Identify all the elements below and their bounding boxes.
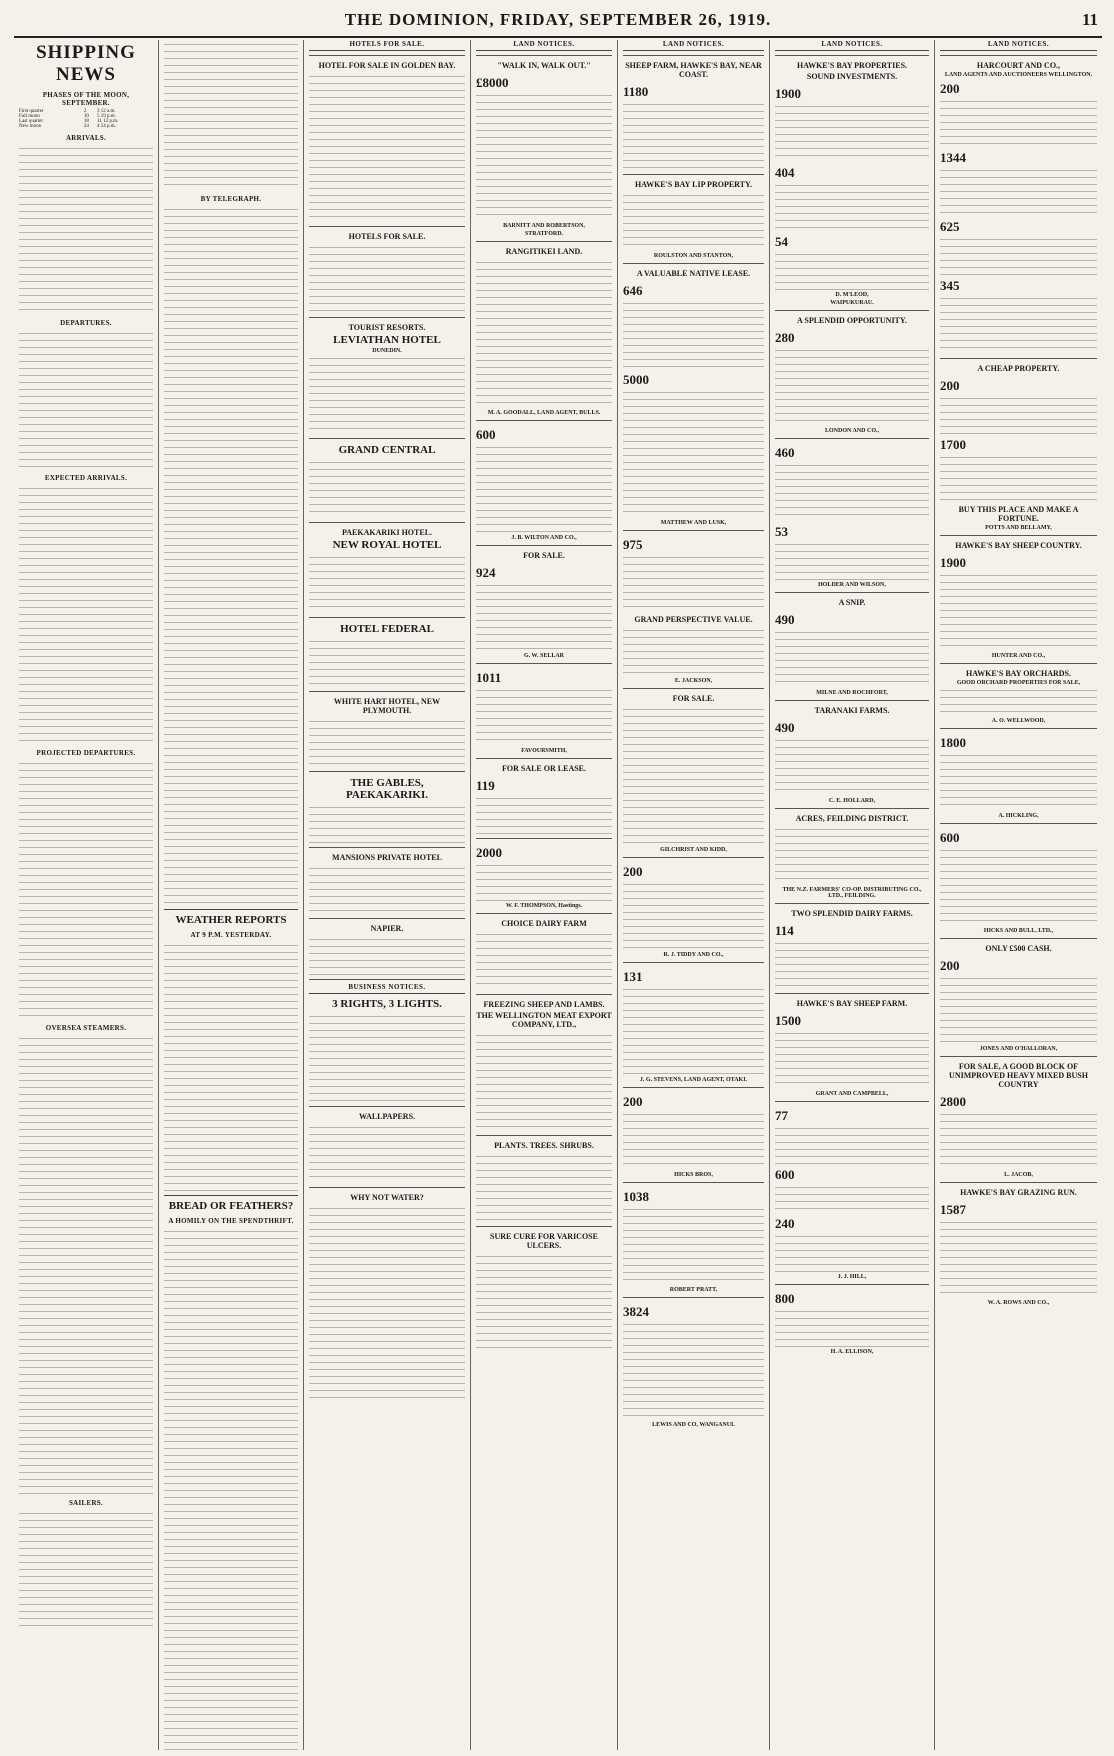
ad-title: WHITE HART HOTEL, NEW PLYMOUTH. [333, 697, 441, 715]
ad-text [309, 458, 465, 518]
ad-text [623, 1205, 764, 1285]
ad-text [623, 388, 764, 518]
section-header: LAND NOTICES. [623, 40, 764, 51]
ad-text [623, 880, 764, 950]
divider [164, 1195, 298, 1196]
ad-title: ACRES, FEILDING DISTRICT. [795, 814, 909, 823]
ad-text [775, 540, 929, 580]
ad-text [940, 751, 1097, 811]
ad-sign: STRATFORD. [524, 231, 564, 237]
ad-title: SURE CURE FOR VARICOSE ULCERS. [490, 1232, 598, 1250]
price: 1500 [775, 1013, 801, 1028]
price: 490 [775, 720, 795, 735]
column-land-4 [935, 40, 1102, 1750]
price: 200 [940, 378, 960, 393]
ad-text [775, 628, 929, 688]
ad-text [940, 453, 1097, 503]
ad-sign: HICKS AND BULL, LTD., [983, 928, 1054, 934]
ad-sign: W. A. ROWS AND CO., [987, 1300, 1050, 1306]
ad-sign: R. J. TIDDY AND CO., [663, 952, 724, 958]
ad-title: GRAND CENTRAL [338, 444, 436, 456]
price: 114 [775, 923, 794, 938]
price: 1800 [940, 735, 966, 750]
ad-sign: ROBERT PRATT, [669, 1287, 718, 1293]
price: 924 [476, 565, 496, 580]
ad-sign: E. JACKSON, [674, 678, 713, 684]
ad-title: HAWKE'S BAY PROPERTIES. [796, 61, 908, 70]
ad-text [940, 235, 1097, 275]
ad-text [775, 825, 929, 885]
price: 1344 [940, 150, 966, 165]
ad-sign: D. M'LEOD, [835, 292, 869, 298]
price: 1038 [623, 1189, 649, 1204]
section-header: LAND NOTICES. [476, 40, 612, 51]
column-news [159, 40, 304, 1750]
ad-text [309, 1123, 465, 1183]
news-text [164, 40, 298, 190]
ad-sign: FAVOURSMITH, [521, 748, 567, 754]
section-header: LAND NOTICES. [940, 40, 1097, 51]
divider [164, 909, 298, 910]
ad-title: HAWKE'S BAY ORCHARDS. [966, 669, 1071, 678]
price: 600 [940, 830, 960, 845]
ad-title: "WALK IN, WALK OUT." [497, 61, 591, 70]
ad-text [775, 461, 929, 521]
ad-title: A SNIP. [838, 598, 866, 607]
ad-title: PLANTS. TREES. SHRUBS. [494, 1141, 594, 1150]
ad-title: TWO SPLENDID DAIRY FARMS. [791, 909, 913, 918]
ad-text [775, 346, 929, 426]
ad-text [940, 97, 1097, 147]
ad-text [623, 1320, 764, 1420]
ad-text [309, 803, 465, 843]
ad-text [623, 191, 764, 251]
ad-text [623, 705, 764, 845]
ad-title: A CHEAP PROPERTY. [977, 364, 1060, 373]
ad-text [940, 1110, 1097, 1170]
section-header: LAND NOTICES. [775, 40, 929, 51]
ad-text [623, 985, 764, 1075]
section-header: HOTELS FOR SALE. [309, 40, 465, 51]
ad-text [309, 1012, 465, 1102]
ad-sign: G. W. SELLAR [523, 653, 565, 659]
ad-title: WHY NOT WATER? [350, 1193, 424, 1202]
table-row: Full moon 10 5 19 p.m. [19, 114, 116, 119]
price: 1587 [940, 1202, 966, 1217]
ad-text [940, 974, 1097, 1044]
price: 200 [940, 81, 960, 96]
ad-text [623, 1110, 764, 1170]
arrivals-title: ARRIVALS. [65, 134, 107, 142]
oversea-title: OVERSEA STEAMERS. [45, 1024, 127, 1032]
ad-text [476, 1031, 612, 1131]
ad-sign: HOLDER AND WILSON, [818, 582, 886, 588]
ad-title: FOR SALE OR LEASE. [501, 764, 587, 773]
ad-sign: JONES AND O'HALLORAN, [979, 1046, 1058, 1052]
price: 625 [940, 219, 960, 234]
telegraph-text [164, 205, 298, 905]
ad-sign: POTTS AND BELLAMY, [985, 525, 1052, 531]
ad-title: FOR SALE. [523, 551, 565, 560]
moon-table [19, 109, 153, 129]
projected-text [19, 759, 153, 1019]
ad-title: NEW ROYAL HOTEL [332, 539, 442, 551]
price: 646 [623, 283, 643, 298]
ad-sign: MATTHEW AND LUSK, [660, 520, 727, 526]
ad-text [309, 354, 465, 434]
column-land-2 [618, 40, 770, 1750]
ad-sign: GILCHRIST AND KIDD, [660, 847, 727, 853]
table-row: New moon 24 4 54 p.m. [19, 124, 116, 129]
ad-title: NAPIER. [370, 924, 404, 933]
moon-title: PHASES OF THE MOON, SEPTEMBER. [42, 91, 130, 107]
ad-title: WALLPAPERS. [358, 1112, 416, 1121]
ad-sign: THE N.Z. FARMERS' CO-OP. DISTRIBUTING CO., LTD., FEILDING. [782, 887, 922, 899]
departures-title: DEPARTURES. [60, 319, 112, 327]
ad-text [775, 250, 929, 290]
ad-text [940, 571, 1097, 651]
ad-text [940, 686, 1097, 716]
telegraph-title: BY TELEGRAPH. [200, 195, 262, 203]
ad-title: HOTEL FEDERAL [340, 623, 434, 635]
ad-text [623, 299, 764, 369]
ad-text [309, 637, 465, 687]
price: 119 [476, 778, 495, 793]
ad-text [476, 861, 612, 901]
ad-text [775, 102, 929, 162]
masthead-title: THE DOMINION, FRIDAY, SEPTEMBER 26, 1919. [344, 10, 772, 29]
price: 1180 [623, 84, 649, 99]
price: 490 [775, 612, 795, 627]
ad-sign: W. F. THOMPSON, Hastings. [505, 903, 583, 909]
ad-text [940, 294, 1097, 354]
ad-text [309, 717, 465, 767]
ad-text [775, 1183, 929, 1213]
price: 345 [940, 278, 960, 293]
column-land-3 [770, 40, 935, 1750]
ad-sign: LAND AGENTS AND AUCTIONEERS WELLINGTON. [944, 72, 1093, 78]
price: 53 [775, 524, 788, 539]
ad-text [940, 846, 1097, 926]
ad-sign: HUNTER AND CO., [991, 653, 1046, 659]
bread-title: BREAD OR FEATHERS? [168, 1200, 294, 1212]
ad-text [476, 930, 612, 990]
section-header: BUSINESS NOTICES. [309, 983, 465, 994]
ad-title: FOR SALE. [672, 694, 715, 703]
ad-title: ONLY £500 CASH. [985, 944, 1052, 953]
ad-text [476, 794, 612, 834]
price: 600 [476, 427, 496, 442]
ad-title: A VALUABLE NATIVE LEASE. [636, 269, 751, 278]
arrivals-text [19, 144, 153, 314]
ad-sign: C. E. HOLLARD, [828, 798, 876, 804]
ad-text [309, 553, 465, 613]
price: 800 [775, 1291, 795, 1306]
weather-sub: AT 9 P.M. YESTERDAY. [190, 931, 272, 939]
weather-title: WEATHER REPORTS [175, 914, 287, 926]
ad-title: HAWKE'S BAY GRAZING RUN. [960, 1188, 1077, 1197]
price: 131 [623, 969, 643, 984]
ad-sign: BARNITT AND ROBERTSON, [503, 223, 585, 229]
ad-sign: LONDON AND CO., [824, 428, 879, 434]
ad-text [476, 443, 612, 533]
ad-sign: J. G. STEVENS, LAND AGENT, OTAKI. [639, 1077, 748, 1083]
ad-text [940, 1218, 1097, 1298]
sailers-text [19, 1509, 153, 1629]
bread-sub: A HOMILY ON THE SPENDTHRIFT. [168, 1217, 294, 1225]
ad-title: THE WELLINGTON MEAT EXPORT COMPANY, LTD., [476, 1011, 612, 1029]
ad-sign: J. B. WILTON AND CO., [511, 535, 577, 541]
table-row: Last quarter 18 11 12 p.m. [19, 119, 119, 124]
ad-title: SHEEP FARM, HAWKE'S BAY, NEAR COAST. [625, 61, 762, 79]
ad-title: A SPLENDID OPPORTUNITY. [797, 316, 907, 325]
price: 5000 [623, 372, 649, 387]
ad-text [775, 181, 929, 231]
ad-sign: LEWIS AND CO, WANGANUI. [652, 1422, 735, 1428]
ad-text [775, 736, 929, 796]
ad-sign: A. O. WELLWOOD, [991, 718, 1046, 724]
table-row: First quarter 2 3 12 a.m. [19, 109, 116, 114]
ad-text [476, 258, 612, 408]
price: 1700 [940, 437, 966, 452]
departures-text [19, 329, 153, 469]
ad-title: HAWKE'S BAY LIP PROPERTY. [634, 180, 753, 189]
sailers-title: SAILERS. [68, 1499, 104, 1507]
price: 200 [623, 1094, 643, 1109]
ad-sign: M. A. GOODALL, LAND AGENT, BULLS. [487, 410, 601, 416]
ad-text [309, 243, 465, 313]
ad-title: FOR SALE, A GOOD BLOCK OF UNIMPROVED HEAVY MIXED BUSH COUNTRY [949, 1062, 1088, 1089]
ad-sign: A. HICKLING, [998, 813, 1039, 819]
price: 1011 [476, 670, 502, 685]
ad-text [309, 935, 465, 975]
masthead [14, 8, 1102, 38]
ad-text [775, 939, 929, 989]
ad-text [775, 1124, 929, 1164]
column-shipping [14, 40, 159, 1750]
price: 240 [775, 1216, 795, 1231]
ad-sign: L. JACOB, [1004, 1172, 1033, 1178]
ad-title: HARCOURT AND CO., [976, 61, 1061, 70]
ad-title: GRAND PERSPECTIVE VALUE. [634, 615, 753, 624]
ad-text [309, 1204, 465, 1404]
expected-title: EXPECTED ARRIVALS. [44, 474, 128, 482]
ad-text [623, 100, 764, 170]
ad-sign: ROULSTON AND STANTON, [653, 253, 734, 259]
oversea-text [19, 1034, 153, 1494]
price: £8000 [476, 75, 509, 90]
ad-text [476, 581, 612, 651]
column-hotels [304, 40, 471, 1750]
ad-text [623, 626, 764, 676]
ad-text [940, 166, 1097, 216]
price: 280 [775, 330, 795, 345]
ad-title: RANGITIKEI LAND. [505, 247, 583, 256]
price: 460 [775, 445, 795, 460]
ad-sign: WAIPUKURAU. [830, 300, 874, 306]
ad-text [775, 1307, 929, 1347]
ad-title: HOTEL FOR SALE IN GOLDEN BAY. [318, 61, 456, 70]
price: 600 [775, 1167, 795, 1182]
ad-sign: MILNE AND ROCHFORT, [816, 690, 888, 696]
projected-title: PROJECTED DEPARTURES. [36, 749, 136, 757]
ad-text [309, 864, 465, 914]
ad-title: LEVIATHAN HOTEL [333, 334, 441, 346]
ad-text [309, 72, 465, 222]
ad-sign: DUNEDIN. [372, 348, 402, 354]
ad-title: HOTELS FOR SALE. [348, 232, 426, 241]
ad-title: TARANAKI FARMS. [814, 706, 890, 715]
price: 404 [775, 165, 795, 180]
ad-title: PAEKAKARIKI HOTEL. [341, 528, 433, 537]
ad-sign: J. J. HILL, [837, 1274, 867, 1280]
bread-text [164, 1227, 298, 1750]
page-number: 11 [1081, 10, 1098, 29]
price: 54 [775, 234, 788, 249]
price: 200 [940, 958, 960, 973]
price: 2800 [940, 1094, 966, 1109]
price: 1900 [775, 86, 801, 101]
ad-title: TOURIST RESORTS. [348, 323, 426, 332]
ad-sign: GOOD ORCHARD PROPERTIES FOR SALE, [956, 680, 1081, 686]
weather-text [164, 941, 298, 1191]
ad-title: THE GABLES, PAEKAKARIKI. [346, 777, 428, 801]
ad-sign: HICKS BROS, [674, 1172, 713, 1178]
ad-title: HAWKE'S BAY SHEEP COUNTRY. [955, 541, 1082, 550]
price: 200 [623, 864, 643, 879]
shipping-heading: SHIPPING NEWS [36, 42, 136, 85]
ad-title: FREEZING SHEEP AND LAMBS. [483, 1000, 605, 1009]
ad-text [623, 553, 764, 613]
ad-title: BUY THIS PLACE AND MAKE A FORTUNE. [958, 505, 1079, 523]
expected-text [19, 484, 153, 744]
ad-text [476, 91, 612, 221]
ad-text [476, 686, 612, 746]
ad-title: HAWKE'S BAY SHEEP FARM. [796, 999, 908, 1008]
ad-text [476, 1252, 612, 1352]
ad-sign: GRANT AND CAMPBELL, [815, 1091, 889, 1097]
ad-text [476, 1152, 612, 1222]
ad-title: MANSIONS PRIVATE HOTEL [332, 853, 442, 862]
ad-text [940, 394, 1097, 434]
ad-text [775, 1029, 929, 1089]
ad-title: SOUND INVESTMENTS. [806, 72, 898, 81]
price: 3824 [623, 1304, 649, 1319]
ad-sign: H. A. ELLISON, [830, 1349, 874, 1355]
price: 2000 [476, 845, 502, 860]
price: 77 [775, 1108, 788, 1123]
ad-title: CHOICE DAIRY FARM [501, 919, 587, 928]
column-land-1 [471, 40, 618, 1750]
ad-text [775, 1232, 929, 1272]
ad-title: 3 RIGHTS, 3 LIGHTS. [332, 998, 442, 1010]
price: 1900 [940, 555, 966, 570]
price: 975 [623, 537, 643, 552]
